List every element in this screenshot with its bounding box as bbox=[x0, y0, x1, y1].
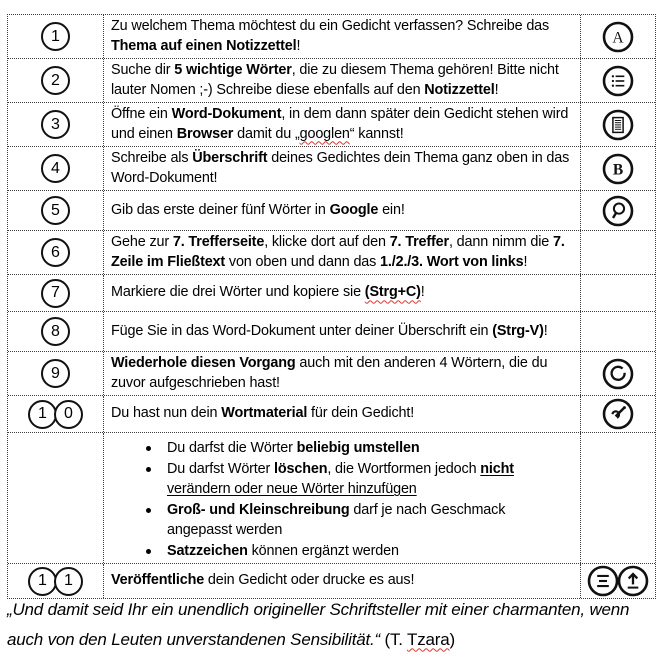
step-number-badge: 1 bbox=[28, 400, 57, 429]
step-number-cell bbox=[8, 564, 104, 598]
text-segment: Zu welchem Thema möchtest du ein Gedicht verfassen? Schreibe das bbox=[111, 18, 550, 34]
search-icon bbox=[602, 195, 634, 227]
text-segment: von oben und dann das bbox=[225, 253, 381, 270]
text-segment: Veröffentliche bbox=[111, 572, 205, 589]
text-segment: ! bbox=[543, 322, 548, 339]
text-segment: (T. bbox=[384, 629, 408, 649]
step-number-cell bbox=[8, 275, 104, 311]
text-segment: “ kannst! bbox=[349, 125, 404, 142]
instruction-text bbox=[111, 322, 574, 342]
text-segment: ! bbox=[296, 37, 301, 54]
text-segment: , in dem dann später dein Gedicht stehen wird und einen bbox=[111, 106, 569, 142]
quote-text bbox=[7, 595, 666, 654]
icon-cell bbox=[581, 396, 655, 432]
instruction-text bbox=[111, 571, 574, 591]
text-segment: 7. Treffer bbox=[389, 234, 449, 250]
table-row bbox=[8, 433, 655, 564]
instruction-text bbox=[111, 149, 574, 188]
icon-cell bbox=[581, 103, 655, 146]
step-number-badge: 4 bbox=[41, 154, 70, 183]
text-segment: 5 wichtige Wörter bbox=[174, 62, 292, 78]
table-row bbox=[8, 396, 655, 433]
icon-cell bbox=[581, 231, 655, 274]
icon-cell bbox=[581, 433, 655, 563]
text-segment: Browser bbox=[176, 125, 234, 142]
text-segment: Wortmaterial bbox=[221, 405, 308, 422]
step-number-cell bbox=[8, 103, 104, 146]
step-number-badge: 3 bbox=[41, 110, 70, 139]
text-segment: Word-Dokument bbox=[171, 106, 282, 122]
bullet-item bbox=[111, 459, 574, 500]
table-row bbox=[8, 103, 655, 147]
instruction-text bbox=[111, 404, 574, 424]
text-segment: Suche dir bbox=[111, 62, 175, 78]
text-segment: 7. Trefferseite bbox=[172, 234, 265, 250]
bullet-dot bbox=[146, 508, 151, 513]
text-segment: (Strg-V) bbox=[492, 322, 544, 339]
instruction-cell bbox=[104, 433, 581, 563]
text-segment: dein Gedicht oder drucke es aus! bbox=[204, 572, 415, 589]
instruction-table bbox=[7, 14, 656, 599]
letter-a-icon bbox=[602, 21, 634, 53]
step-number-badge: 7 bbox=[41, 279, 70, 308]
step-number-cell bbox=[8, 15, 104, 58]
text-segment: Schreibe als bbox=[111, 150, 193, 166]
icon-cell bbox=[581, 147, 655, 190]
text-segment: , dann nimm die bbox=[448, 234, 553, 250]
step-number-badge: 5 bbox=[41, 196, 70, 225]
text-segment: Groß- und Kleinschreibung bbox=[167, 501, 350, 518]
text-segment: Überschrift bbox=[192, 150, 268, 166]
instruction-cell bbox=[104, 103, 581, 146]
instruction-text bbox=[111, 283, 574, 303]
text-segment: Öffne ein bbox=[111, 106, 172, 122]
text-segment: 7. Zeile im Fließtext bbox=[111, 234, 565, 270]
svg-text:B: B bbox=[612, 160, 624, 178]
bullet-dot bbox=[146, 467, 151, 472]
bullet-dot bbox=[146, 446, 151, 451]
instruction-text bbox=[111, 201, 574, 221]
text-segment: Thema auf einen Notizzettel bbox=[111, 37, 297, 54]
text-segment: „Und damit seid Ihr ein unendlich origineller Schriftsteller mit einer charmanten, wenn auch von den Leuten unverstandenen Sensibilität.“ bbox=[7, 600, 630, 649]
text-segment: verändern oder neue Wörter hinzufügen bbox=[167, 481, 417, 497]
icon-cell bbox=[581, 275, 655, 311]
step-number-cell bbox=[8, 433, 104, 563]
table-row bbox=[8, 352, 655, 396]
icon-cell bbox=[581, 352, 655, 395]
text-segment: Gehe zur bbox=[111, 234, 173, 250]
icon-cell bbox=[581, 312, 655, 351]
text-segment: auch mit den anderen 4 Wörtern, die du zuvor aufgeschrieben hast! bbox=[111, 355, 548, 391]
instruction-text bbox=[111, 233, 574, 272]
instruction-cell bbox=[104, 312, 581, 351]
center-lines-icon bbox=[587, 565, 619, 597]
text-segment: , klicke dort auf den bbox=[264, 234, 390, 250]
icon-cell bbox=[581, 59, 655, 102]
text-segment: nicht bbox=[480, 460, 514, 477]
table-row bbox=[8, 59, 655, 103]
bullet-text bbox=[167, 459, 574, 500]
step-number-cell bbox=[8, 147, 104, 190]
instruction-text bbox=[111, 105, 574, 144]
text-segment: Tzara bbox=[407, 629, 450, 649]
instruction-text bbox=[111, 354, 574, 393]
step-number-cell bbox=[8, 312, 104, 351]
text-segment: für dein Gedicht! bbox=[307, 405, 415, 422]
table-row bbox=[8, 275, 655, 312]
step-number-cell bbox=[8, 191, 104, 230]
wrench-icon bbox=[602, 398, 634, 430]
letter-b-icon bbox=[602, 153, 634, 185]
table-row bbox=[8, 564, 655, 598]
svg-text:A: A bbox=[612, 28, 624, 46]
instruction-cell bbox=[104, 564, 581, 598]
step-number-badge: 1 bbox=[41, 22, 70, 51]
instruction-cell bbox=[104, 147, 581, 190]
text-segment: (Strg+C) bbox=[364, 284, 421, 301]
instruction-cell bbox=[104, 59, 581, 102]
table-row bbox=[8, 147, 655, 191]
step-number-badge: 0 bbox=[54, 400, 83, 429]
instruction-cell bbox=[104, 396, 581, 432]
step-number-badge: 8 bbox=[41, 317, 70, 346]
step-number-cell bbox=[8, 396, 104, 432]
step-number-badge: 6 bbox=[41, 238, 70, 267]
upload-icon bbox=[617, 565, 649, 597]
instruction-cell bbox=[104, 275, 581, 311]
text-segment: Markiere die drei Wörter und kopiere sie bbox=[111, 284, 365, 301]
text-segment: ) bbox=[449, 629, 455, 649]
table-row bbox=[8, 312, 655, 352]
text-segment: googlen bbox=[299, 125, 350, 142]
text-segment: 1./2./3. Wort von links bbox=[380, 253, 524, 270]
text-segment: darf je nach Geschmack angepasst werden bbox=[167, 501, 506, 538]
text-segment: ! bbox=[494, 81, 499, 98]
step-number-cell bbox=[8, 231, 104, 274]
text-segment: deines Gedichtes dein Thema ganz oben in das Word-Dokument! bbox=[111, 150, 570, 186]
step-number-badge: 9 bbox=[41, 359, 70, 388]
text-segment: ! bbox=[420, 284, 425, 301]
bullet-item bbox=[111, 500, 574, 541]
instruction-cell bbox=[104, 352, 581, 395]
text-segment: Wiederhole diesen Vorgang bbox=[111, 355, 296, 371]
icon-cell bbox=[581, 191, 655, 230]
step-number-badge: 1 bbox=[28, 567, 57, 596]
icon-cell bbox=[581, 15, 655, 58]
table-row bbox=[8, 15, 655, 59]
table-row bbox=[8, 191, 655, 231]
document-icon bbox=[602, 109, 634, 141]
bullet-text bbox=[167, 500, 574, 541]
text-segment: Satzzeichen bbox=[167, 542, 248, 559]
bullet-text bbox=[167, 438, 574, 459]
text-segment: Notizzettel bbox=[424, 81, 495, 98]
text-segment: ein! bbox=[378, 201, 405, 218]
bullet-dot bbox=[146, 549, 151, 554]
step-number-badge: 2 bbox=[41, 66, 70, 95]
instruction-cell bbox=[104, 231, 581, 274]
instruction-cell bbox=[104, 191, 581, 230]
step-number-badge: 1 bbox=[54, 567, 83, 596]
icon-cell bbox=[581, 564, 655, 598]
repeat-icon bbox=[602, 358, 634, 390]
bullet-text bbox=[167, 541, 574, 562]
text-segment: löschen bbox=[274, 460, 328, 477]
text-segment: Du darfst Wörter bbox=[167, 460, 275, 477]
instruction-text bbox=[111, 61, 574, 100]
text-segment: damit du „ bbox=[233, 125, 300, 142]
text-segment: Gib das erste deiner fünf Wörter in bbox=[111, 201, 330, 218]
table-row bbox=[8, 231, 655, 275]
bullet-item bbox=[111, 541, 574, 562]
step-number-cell bbox=[8, 59, 104, 102]
instruction-text bbox=[111, 17, 574, 56]
step-number-cell bbox=[8, 352, 104, 395]
text-segment: Du hast nun dein bbox=[111, 405, 222, 422]
bullet-item bbox=[111, 438, 574, 459]
instruction-cell bbox=[104, 15, 581, 58]
text-segment: beliebig umstellen bbox=[296, 440, 420, 456]
text-segment: , die Wortformen jedoch bbox=[327, 460, 481, 477]
text-segment: Google bbox=[329, 201, 379, 218]
text-segment: ! bbox=[523, 253, 528, 270]
text-segment: , die zu diesem Thema gehören! Bitte nicht lauter Nomen ;-) Schreibe diese ebenfalls auf den bbox=[111, 62, 559, 98]
text-segment: können ergänzt werden bbox=[247, 542, 399, 559]
text-segment: Füge Sie in das Word-Dokument unter deiner Überschrift ein bbox=[111, 322, 493, 339]
bullet-list-icon bbox=[602, 65, 634, 97]
text-segment: Du darfst die Wörter bbox=[167, 440, 297, 456]
